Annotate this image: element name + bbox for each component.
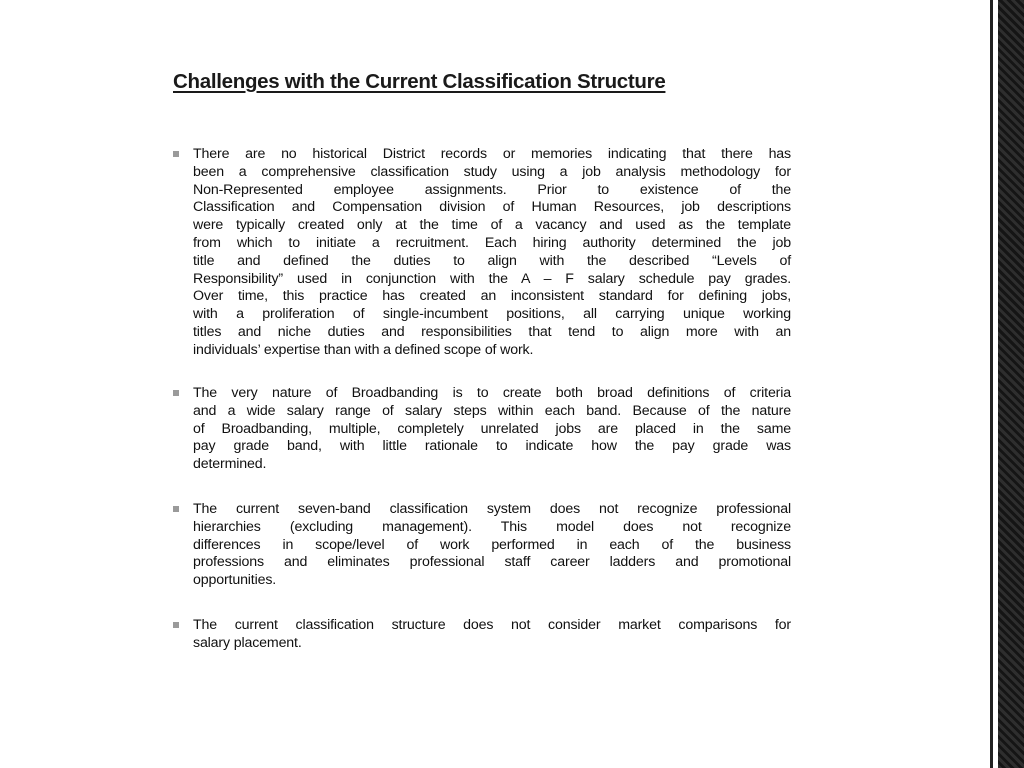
bullet-text bbox=[193, 617, 791, 653]
text-line: salary placement. bbox=[193, 634, 302, 651]
decorative-border-line bbox=[990, 0, 993, 768]
text-line: The very nature of Broadbanding is to create both broad definitions of criteria bbox=[193, 385, 791, 401]
text-line: from which to initiate a recruitment. Each hiring authority determined the job bbox=[193, 234, 791, 251]
text-line: individuals’ expertise than with a defined scope of work. bbox=[193, 341, 534, 358]
text-line: title and defined the duties to align with the described “Levels of bbox=[193, 252, 791, 269]
bullet-item bbox=[173, 617, 793, 653]
text-line: professions and eliminates professional staff career ladders and promotional bbox=[193, 554, 791, 571]
bullet-text bbox=[193, 501, 791, 590]
text-line: were typically created only at the time of a vacancy and used as the template bbox=[193, 217, 791, 234]
text-line: hierarchies (excluding management). This model does not recognize bbox=[193, 518, 791, 535]
text-line: with a proliferation of single-incumbent positions, all carrying unique working bbox=[193, 306, 791, 323]
decorative-carbon-strip bbox=[998, 0, 1024, 768]
text-line: pay grade band, with little rationale to indicate how the pay grade was bbox=[193, 438, 791, 455]
text-line: Responsibility” used in conjunction with the A – F salary schedule pay grades. bbox=[193, 270, 791, 287]
text-line: opportunities. bbox=[193, 572, 277, 589]
text-line: Classification and Compensation division of Human Resources, job descriptions bbox=[193, 199, 791, 216]
text-line: There are no historical District records or memories indicating that there has bbox=[193, 146, 791, 162]
text-line: determined. bbox=[193, 456, 267, 473]
text-line: Over time, this practice has created an inconsistent standard for defining jobs, bbox=[193, 288, 791, 305]
text-line: differences in scope/level of work performed in each of the business bbox=[193, 536, 791, 553]
text-line: been a comprehensive classification study using a job analysis methodology for bbox=[193, 163, 791, 180]
bullet-text bbox=[193, 385, 791, 474]
bullet-text bbox=[193, 146, 791, 360]
bullet-square-icon bbox=[173, 506, 179, 512]
text-line: of Broadbanding, multiple, completely unrelated jobs are placed in the same bbox=[193, 420, 791, 437]
bullet-item bbox=[173, 501, 793, 590]
bullet-item bbox=[173, 385, 793, 474]
text-line: and a wide salary range of salary steps within each band. Because of the nature bbox=[193, 402, 791, 419]
text-line: The current seven-band classification system does not recognize professional bbox=[193, 501, 791, 517]
bullet-square-icon bbox=[173, 151, 179, 157]
bullet-item bbox=[173, 146, 793, 360]
text-line: titles and niche duties and responsibilities that tend to align more with an bbox=[193, 323, 791, 340]
text-line: The current classification structure does not consider market comparisons for bbox=[193, 617, 791, 633]
bullet-square-icon bbox=[173, 390, 179, 396]
text-line: Non-Represented employee assignments. Prior to existence of the bbox=[193, 181, 791, 198]
bullet-square-icon bbox=[173, 622, 179, 628]
slide-title: Challenges with the Current Classification Structure bbox=[173, 70, 666, 93]
